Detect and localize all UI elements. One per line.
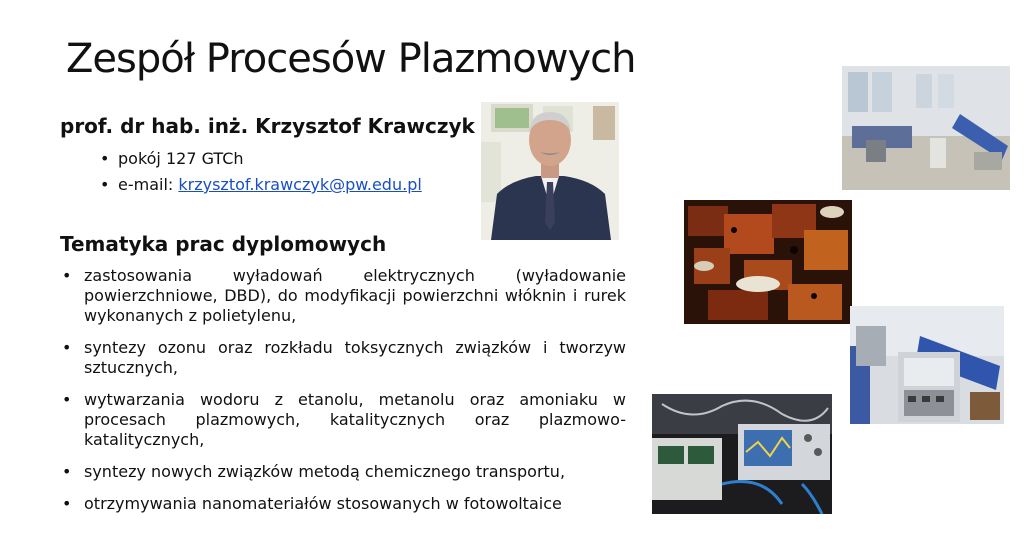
bullet-icon: •: [62, 494, 72, 513]
list-item: • syntezy ozonu oraz rozkładu toksycznych związków i tworzyw sztucznych,: [62, 338, 626, 377]
bullet-icon: •: [62, 338, 72, 357]
microscope-photo: [684, 200, 852, 324]
room-text: pokój 127 GTCh: [118, 149, 244, 168]
instruments-photo: [652, 394, 832, 514]
bullet-icon: •: [62, 266, 72, 285]
list-item: • syntezy nowych związków metodą chemicznego transportu,: [62, 462, 566, 481]
email-label: e-mail:: [118, 175, 179, 194]
topics-list: [60, 266, 626, 526]
contact-email: [100, 173, 422, 199]
reactor-photo: [850, 306, 1004, 424]
contact-list: [100, 147, 422, 199]
page-title: Zespół Procesów Plazmowych: [66, 36, 636, 82]
bullet-icon: •: [62, 390, 72, 409]
list-item: • wytwarzania wodoru z etanolu, metanolu oraz amoniaku w procesach plazmowych, katalitycznych oraz plazmowo-katalitycznych,: [62, 390, 626, 449]
email-link[interactable]: krzysztof.krawczyk@pw.edu.pl: [178, 175, 422, 194]
bullet-icon: •: [100, 175, 110, 194]
bullet-icon: •: [62, 462, 72, 481]
section-heading: Tematyka prac dyplomowych: [60, 232, 387, 256]
contact-room: [100, 147, 422, 173]
lab-hall-photo: [842, 66, 1010, 190]
bullet-icon: •: [100, 149, 110, 168]
list-item: • zastosowania wyładowań elektrycznych (wyładowanie powierzchniowe, DBD), do modyfikacji powierzchni włóknin i rurek wykonanych z polietylenu,: [62, 266, 626, 325]
list-item: • otrzymywania nanomateriałów stosowanych w fotowoltaice: [62, 494, 562, 513]
professor-photo: [481, 102, 619, 240]
professor-name: prof. dr hab. inż. Krzysztof Krawczyk: [60, 114, 475, 138]
